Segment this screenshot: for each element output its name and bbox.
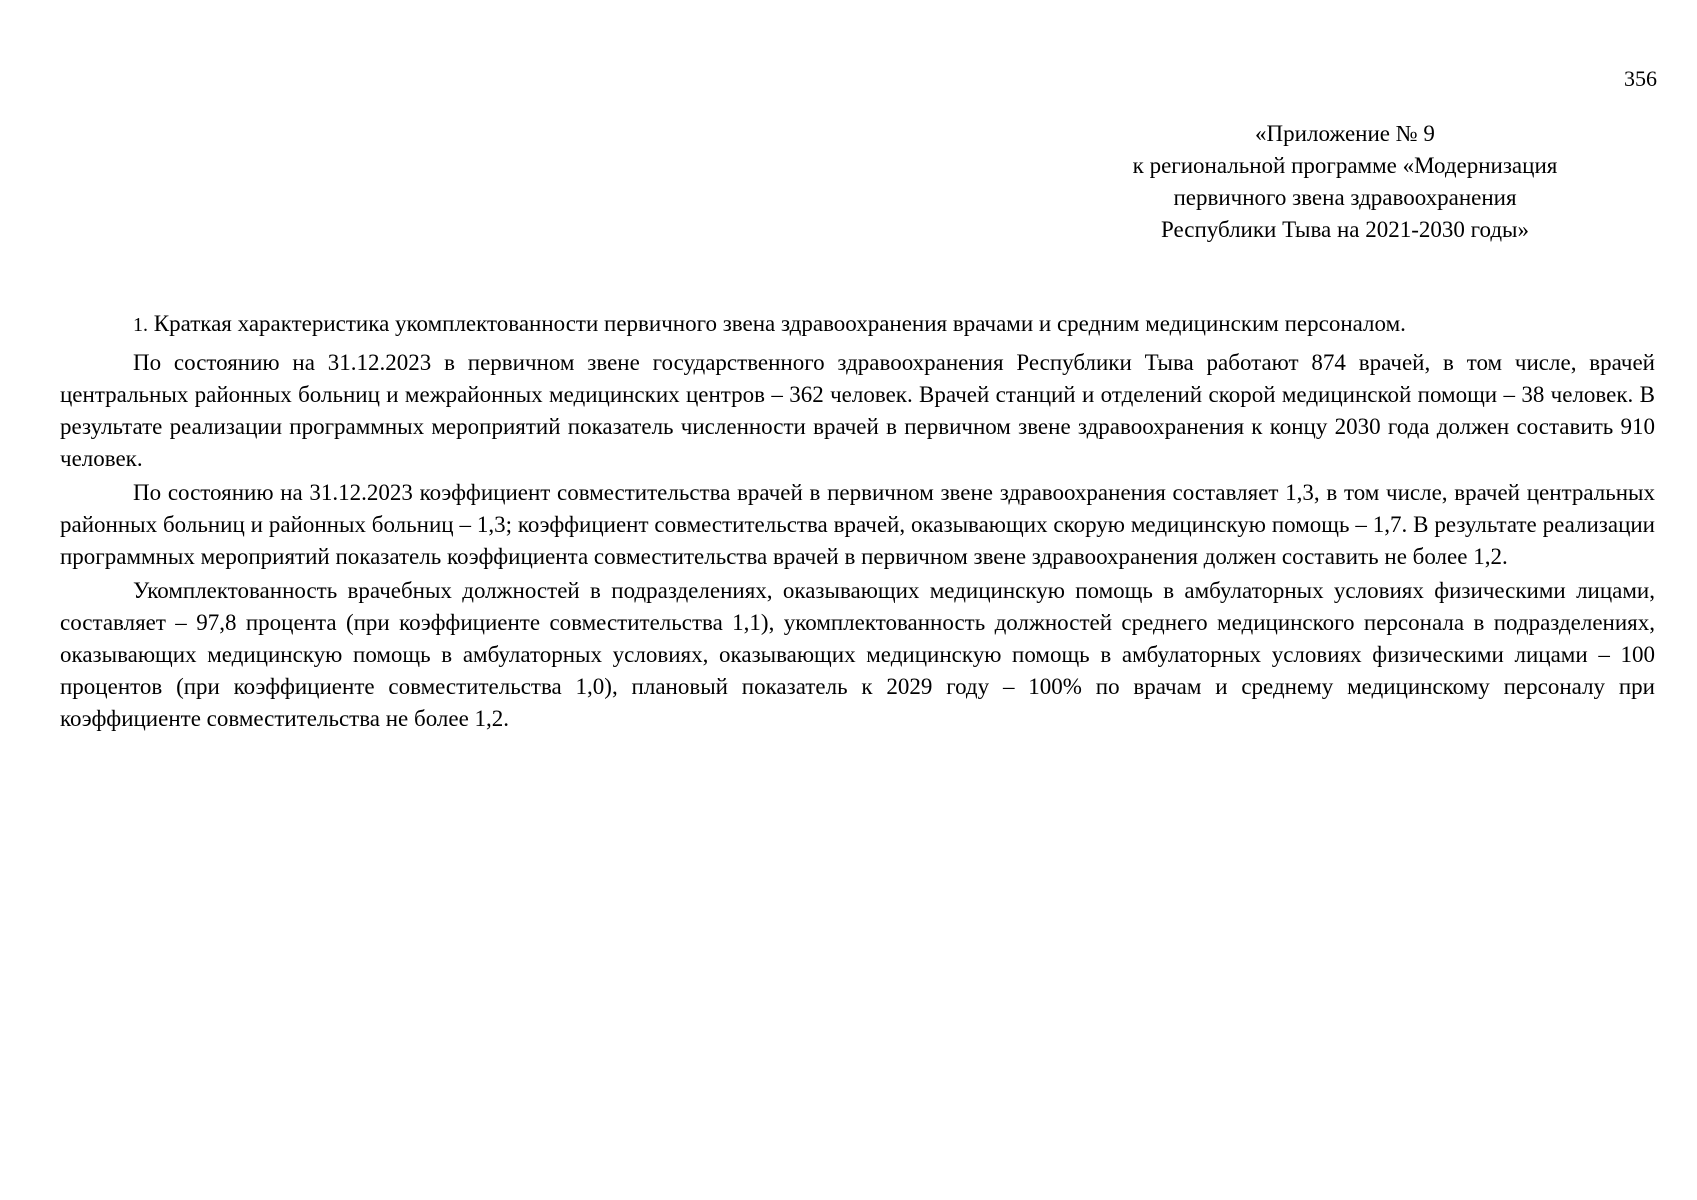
paragraph: По состоянию на 31.12.2023 в первичном звене государственного здравоохранения Республики Тыва работают 874 врачей, в том числе, врачей центральных районных больниц и межрайонных медицинских центров – 362 человек. Врачей станций и отделений скорой медицинской помощи – 38 человек. В результате реализации программных мероприятий показатель численности врачей в первичном звене здравоохранения к концу 2030 года должен составить 910 человек. (60, 350, 1655, 471)
section-number: 1. (133, 314, 148, 336)
paragraph: Укомплектованность врачебных должностей в подразделениях, оказывающих медицинскую помощь в амбулаторных условиях физическими лицами, составляет – 97,8 процента (при коэффициенте совместительства 1,1), укомплектованность должностей среднего медицинского персонала в подразделениях, оказывающих медицинскую помощь в амбулаторных условиях, оказывающих медицинскую помощь в амбулаторных условиях физическими лицами – 100 процентов (при коэффициенте совместительства 1,0), плановый показатель к 2029 году – 100% по врачам и среднему медицинскому персоналу при коэффициенте совместительства не более 1,2. (60, 578, 1655, 731)
appendix-header (1070, 118, 1620, 246)
paragraph: По состоянию на 31.12.2023 коэффициент совместительства врачей в первичном звене здравоохранения составляет 1,3, в том числе, врачей центральных районных больниц и районных больниц – 1,3; коэффициент совместительства врачей, оказывающих скорую медицинскую помощь – 1,7. В результате реализации программных мероприятий показатель коэффициента совместительства врачей в первичном звене здравоохранения должен составить не более 1,2. (60, 480, 1655, 569)
document-body (60, 308, 1655, 737)
appendix-line: «Приложение № 9 (1255, 121, 1435, 146)
section-heading-text: Краткая характеристика укомплектованности первичного звена здравоохранения врачами и средним медицинским персоналом. (153, 311, 1406, 336)
appendix-line: к региональной программе «Модернизация (1132, 153, 1558, 178)
section-heading (60, 308, 1655, 341)
page-number: 356 (1624, 66, 1657, 91)
appendix-line: первичного звена здравоохранения (1173, 185, 1517, 210)
appendix-line: Республики Тыва на 2021-2030 годы» (1160, 217, 1530, 242)
